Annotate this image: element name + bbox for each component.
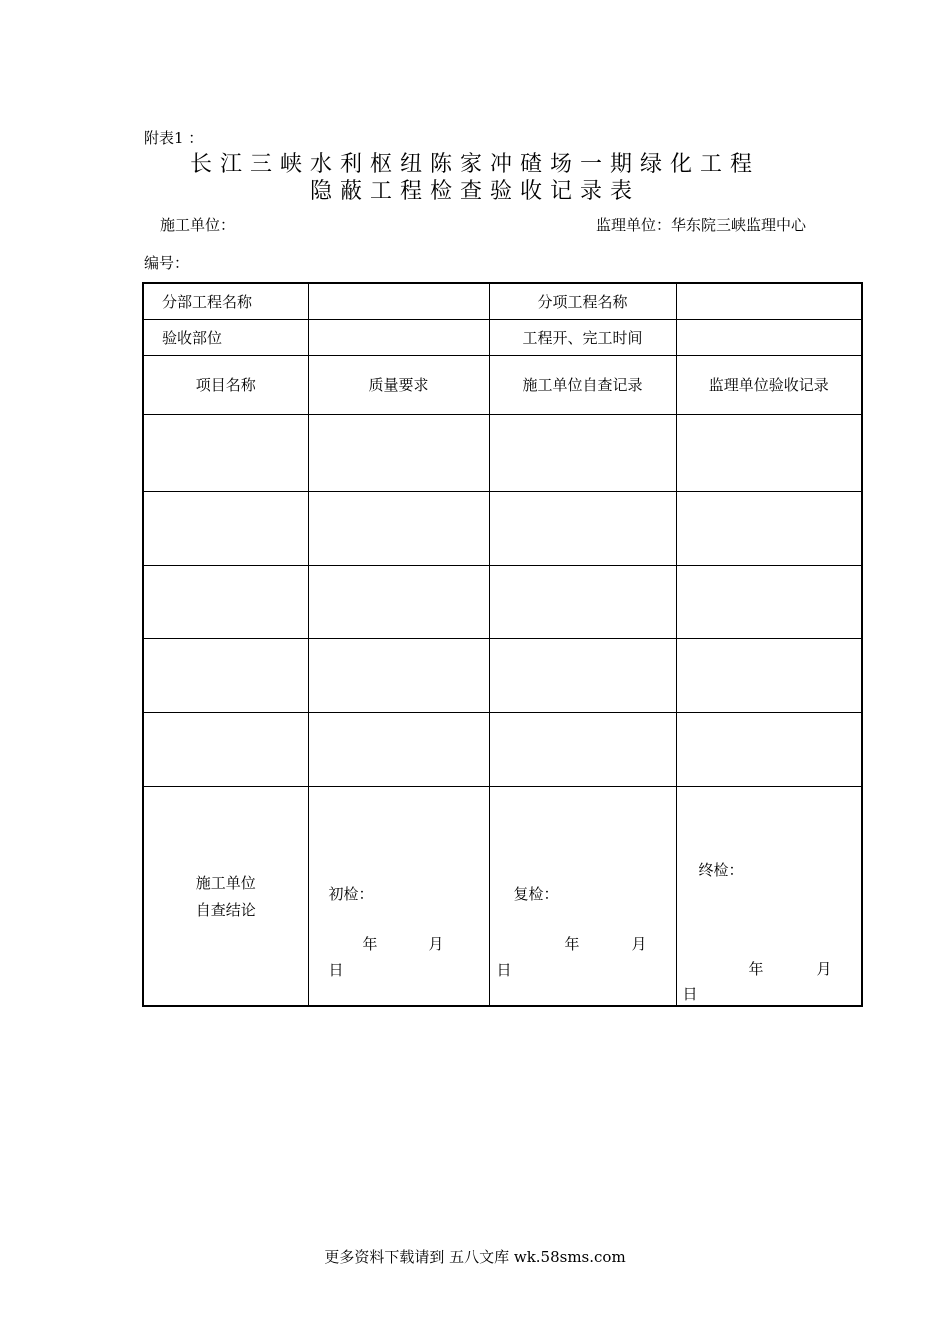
acceptance-location-field[interactable] [308,319,489,355]
initial-check-year: 年 [362,934,378,953]
self-check-conclusion-line2: 自查结论 [195,900,256,919]
recheck-day: 日 [496,960,512,979]
work-period-field[interactable] [676,319,862,355]
table-row [143,414,862,491]
item-project-name-field[interactable] [676,283,862,319]
table-cell[interactable] [143,712,308,786]
final-check-cell[interactable] [676,786,862,1006]
self-check-conclusion-line1: 施工单位 [195,873,256,892]
table-row [143,712,862,786]
serial-number-label: 编号： [144,254,190,272]
column-header-self-check-record: 施工单位自查记录 [489,355,676,414]
table-cell[interactable] [308,491,489,565]
table-cell[interactable] [308,565,489,638]
initial-check-cell[interactable] [308,786,489,1006]
table-cell[interactable] [676,565,862,638]
recheck-year: 年 [564,934,580,953]
table-row [143,638,862,712]
table-header-row [143,355,862,414]
construction-unit-label: 施工单位： [160,216,236,234]
table-cell[interactable] [489,565,676,638]
table-cell[interactable] [143,414,308,491]
sign-off-row [143,786,862,1006]
appendix-label: 附表1 ： [144,129,204,147]
table-cell[interactable] [308,712,489,786]
table-cell[interactable] [308,638,489,712]
supervision-unit-label: 监理单位：华东院三峡监理中心 [596,216,807,234]
initial-check-label: 初检： [328,884,374,903]
column-header-item-name: 项目名称 [143,355,308,414]
table-cell[interactable] [489,414,676,491]
column-header-supervision-record: 监理单位验收记录 [676,355,862,414]
table-row [143,283,862,319]
table-cell[interactable] [676,414,862,491]
work-period-label: 工程开、完工时间 [489,319,676,355]
document-title-line2: 隐蔽工程检查验收记录表 [309,179,640,204]
table-row [143,319,862,355]
recheck-label: 复检： [513,884,559,903]
initial-check-day: 日 [328,960,344,979]
table-cell[interactable] [676,712,862,786]
table-cell[interactable] [676,491,862,565]
subproject-name-label: 分部工程名称 [143,283,308,319]
final-check-day: 日 [682,984,698,1003]
column-header-quality-requirement: 质量要求 [308,355,489,414]
table-row [143,491,862,565]
table-cell[interactable] [143,565,308,638]
item-project-name-label: 分项工程名称 [489,283,676,319]
final-check-label: 终检： [698,860,744,879]
final-check-month: 月 [816,959,832,978]
table-cell[interactable] [143,491,308,565]
table-cell[interactable] [308,414,489,491]
subproject-name-field[interactable] [308,283,489,319]
recheck-month: 月 [631,934,647,953]
table-cell[interactable] [143,638,308,712]
recheck-cell[interactable] [489,786,676,1006]
table-cell[interactable] [489,491,676,565]
table-cell[interactable] [489,638,676,712]
inspection-record-table [142,282,863,1007]
table-cell[interactable] [489,712,676,786]
document-title-line1: 长江三峡水利枢纽陈家冲碴场一期绿化工程 [189,152,760,177]
self-check-conclusion-label [143,786,308,1006]
table-cell[interactable] [676,638,862,712]
acceptance-location-label: 验收部位 [143,319,308,355]
initial-check-month: 月 [428,934,444,953]
table-row [143,565,862,638]
final-check-year: 年 [748,959,764,978]
footer-download-note: 更多资料下载请到 五八文库 wk.58sms.com [324,1248,626,1266]
